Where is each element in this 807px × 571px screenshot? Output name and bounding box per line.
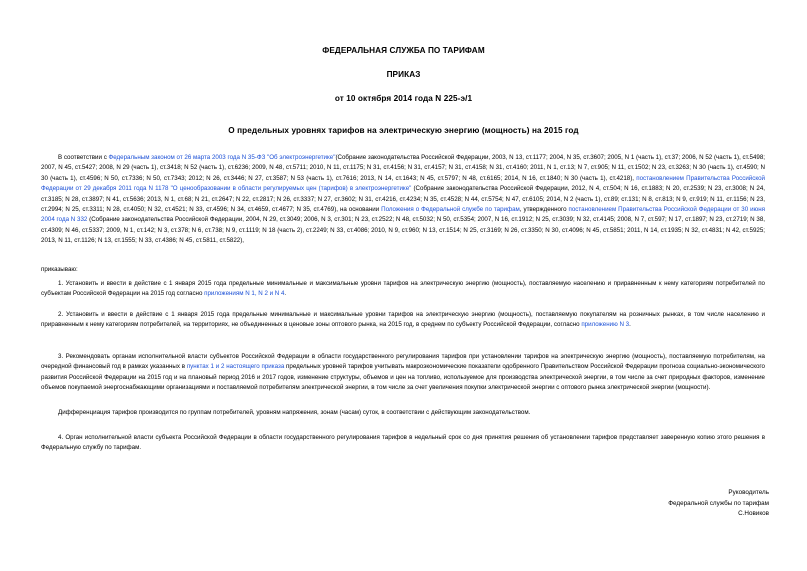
item-text: предельных уровней тарифов учитывать макроэкономические показатели одобренного Правительством Российской Федерации прогноза социально-экономического развития Российской Федерации на 2015 год и на плановый период 2016 и 2017 годов, изменение структуры, объемов и цен на топливо, используемое для производства электрической энергии, в том числе за счет природных факторов, изменение объемов покупаемой энергоснабжающими организациями и поставляемой потребителям электрической энергии, в том числе за счет увеличения покупки электрической энергии с оптового рынка электрической энергии (мощности). [41,363,765,392]
document-date-number: от 10 октября 2014 года N 225-э/1 [334,94,473,103]
order-item-3 [41,352,765,394]
appendix-3-link[interactable]: приложению N 3 [581,321,630,329]
item-text: 1. Установить и ввести в действие с 1 января 2015 года предельные минимальные и максимальные уровни тарифов на электрическую энергию (мощность), поставляемую населению и приравненным к нему категориям потребителей по субъектам Российской Федерации на 2015 год согласно [41,280,765,298]
federal-law-link[interactable]: Федеральным законом от 26 марта 2003 года N 35-ФЗ "Об электроэнергетике" [108,154,336,161]
signature-organization: Федеральной службы по тарифам [668,499,769,507]
appendices-1-2-4-link[interactable]: приложениям N 1, N 2 и N 4 [204,290,285,298]
preamble-text: (Собрание законодательства Российской Федерации, 2004, N 29, ст.3049; 2006, N 3, ст.301; N 23, ст.2522; N 48, ст.5032; N 50, ст.5354; 2007, N 16, ст.1912; N 25, ст.3039; N 32, ст.4145; 2008, N 7, ст.597; N 17, ст.1897; N 23, ст.2719; N 38, ст.4309; N 46, ст.5337; 2009, N 1, ст.142; N 3, ст.378; N 6, ст.738; N 9, ст.1119; N 18 (часть 2), ст.2249; N 33, ст.4086; 2010, N 9, ст.960; N 13, ст.1514; N 25, ст.3169; N 26, ст.3350; N 30, ст.4096; N 45, ст.5851; 2011, N 14, ст.1935; N 32, ст.4831; N 42, ст.5925; 2013, N 11, ст.1126; N 13, ст.1555; N 33, ст.4386; N 45, ст.5811, ст.5822), [41,216,765,245]
fst-regulation-link[interactable]: Положения о Федеральной службе по тарифам [381,206,520,214]
item-text: . [629,321,631,329]
items-1-2-link[interactable]: пунктах 1 и 2 настоящего приказа [186,363,285,371]
signature-block [668,488,769,520]
preamble-text: (Собрание законодательства Российской Федерации, 2003, N 13, ст.1177; 2004, N 35, ст.3607; 2005, N 1 (часть 1), ст.37; 2006, N 52 (часть 1), ст.5498; 2007, N 45, ст.5427; 2008, N 29 (часть 1), ст.3418; N 52 (часть 1), ст.6236; 2009, N 48, ст.5711; 2010, N 11, ст.1175; N 31, ст.4156; N 31, ст.4157; N 31, ст.4158; N 31, ст.4160; 2011, N 1, ст.13; N 7, ст.905; N 11, ст.1502; N 23, ст.3263; N 30 (часть 1), ст.4590; N 30 (часть 1), ст.4596; N 50, ст.7336; N 50, ст.7343; 2012; N 26, ст.3446; N 27, ст.3587; N 53 (часть 1), ст.7616; 2013, N 14, ст.1643; N 45, ст.5797; N 48, ст.6165; 2014, N 16, ст.1840; N 30 (часть 1), ст.4218), [41,154,766,182]
order-item-4: 4. Орган исполнительной власти субъекта Российской Федерации в области государственного регулирования тарифов в недельный срок со дня принятия решения об установлении тарифов представляет заверенную копию этого решения в Федеральную службу по тарифам. [41,434,765,452]
preamble-text: В соответствии с [58,154,109,161]
item-text: 3. Рекомендовать органам исполнительной власти субъектов Российской Федерации в области государственного регулирования тарифов при установлении тарифов на электрическую энергию (мощность), поставляемую потребителям, на очередной финансовый год в рамках указанных в [41,353,765,371]
preamble-text: (Собрание законодательства Российской Федерации, 2012, N 4, ст.504; N 16, ст.1883; N 20, ст.2539; N 23, ст.3008; N 24, ст.3185; N 28, ст.3897; N 41, ст.5636; 2013, N 1, ст.68; N 21, ст.2647; N 22, ст.2817; N 26, ст.3337; N 27, ст.3602; N 31, ст.4216, ст.4234; N 35, ст.4528; N 44, ст.5754; N 47, ст.6105; 2014, N 2 (часть 1), ст.89; ст.131; N 8, ст.813; N 9, ст.919; N 11, ст.1156; N 23, ст.2994; N 25, ст.3311; N 28, ст.4050; N 32, ст.4521; N 33, ст.4596; N 34, ст.4659, ст.4677; N 35, ст.4769), на основании [41,185,765,214]
preamble-paragraph [41,153,765,247]
order-item-2 [41,310,765,331]
differentiation-paragraph: Дифференциация тарифов производится по группам потребителей, уровням напряжения, зонам (часам) суток, в соответствии с действующим законодательством. [58,409,531,416]
document-subject: О предельных уровнях тарифов на электрическую энергию (мощность) на 2015 год [228,126,579,135]
government-decree-332-link[interactable]: постановлением Правительства Российской Федерации от 30 июня 2004 года N 332 [41,206,765,224]
preamble-text: , утвержденного [519,206,569,214]
orders-word: приказываю: [41,266,78,273]
signature-name: С.Новиков [738,510,769,517]
order-item-1 [41,279,765,300]
signature-position: Руководитель [728,489,769,496]
item-text: 2. Установить и ввести в действие с 1 января 2015 года предельные минимальные и максимальные уровни тарифов на электрическую энергию (мощность), поставляемую покупателям на розничных рынках, в том числе населению и приравненным к нему категориям потребителей, на территориях, не объединенных в ценовые зоны оптового рынка, на 2015 год, в среднем по субъекту Российской Федерации, согласно [41,311,765,329]
item-text: . [284,290,287,298]
agency-title: ФЕДЕРАЛЬНАЯ СЛУЖБА ПО ТАРИФАМ [322,46,485,55]
document-type: ПРИКАЗ [386,70,421,79]
government-decree-1178-link[interactable]: постановлением Правительства Российской Федерации от 29 декабря 2011 года N 1178 "О ценообразовании в области регулируемых цен (тарифов) в электроэнергетике" [41,174,765,193]
